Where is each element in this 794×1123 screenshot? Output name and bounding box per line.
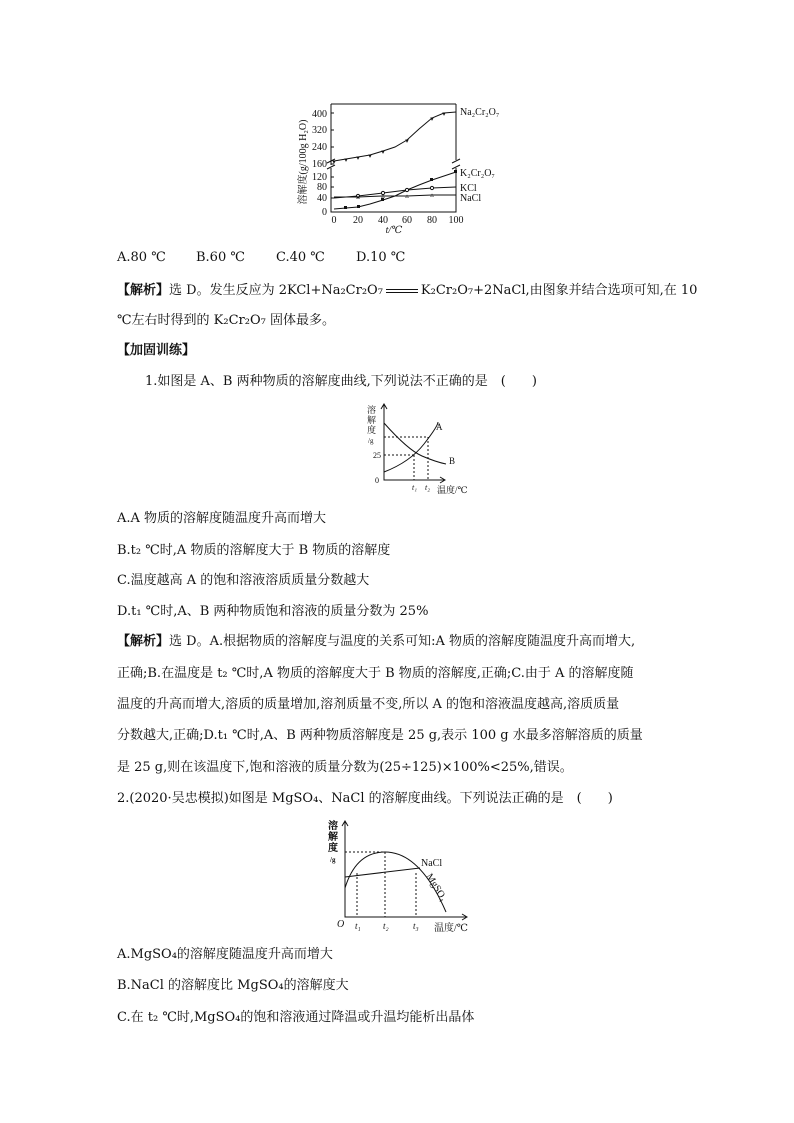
chart1-xlabel: t/℃ [385, 225, 403, 236]
chart2-dashed-guides [384, 437, 428, 480]
svg-text:▾: ▾ [405, 137, 409, 145]
option-d: D.10 ℃ [356, 250, 406, 265]
legend-na2cr2o7: Na₂Cr₂O₇ [460, 107, 500, 118]
svg-text:▾: ▾ [442, 110, 446, 118]
section-heading: 【加固训练】 [117, 343, 196, 358]
reaction-arrow [386, 289, 418, 293]
series-b-label: B [449, 456, 456, 466]
y-tick-0: 0 [322, 207, 327, 218]
analysis1-line5: 是 25 g,则在该温度下,饱和溶液的质量分数为(25÷125)×100%<25%,错误。 [117, 760, 573, 775]
svg-text:溶: 溶 [328, 821, 338, 832]
svg-text:解: 解 [367, 415, 377, 425]
y-tick-320: 320 [312, 125, 327, 136]
option-a: A.80 ℃ [117, 250, 166, 265]
x-tick-0: 0 [331, 215, 337, 226]
analysis0-line1: 【解析】选 D。发生反应为 2KCl+Na₂Cr₂O₇ K₂Cr₂O₇+2NaCl,由图象并结合选项可知,在 10 [117, 283, 698, 298]
chart3-ylabel [328, 819, 339, 864]
svg-text:度: 度 [328, 843, 338, 854]
y-tick-40: 40 [317, 193, 327, 204]
x-tick-20: 20 [353, 215, 363, 226]
q2-stem: 2.(2020·吴忠模拟)如图是 MgSO₄、NaCl 的溶解度曲线。下列说法正确的是 ( ) [117, 791, 613, 806]
svg-text:▵: ▵ [430, 191, 434, 199]
legend-k2cr2o7: K₂Cr₂O₇ [460, 168, 495, 179]
chart3-xtick-t3: t₃ [413, 921, 419, 931]
series-k2cr2o7-markers [344, 170, 457, 209]
analysis0-line2: ℃左右时得到的 K₂Cr₂O₇ 固体最多。 [117, 313, 335, 328]
svg-text:/g: /g [368, 437, 374, 445]
q2-option-b: B.NaCl 的溶解度比 MgSO₄的溶解度大 [117, 978, 349, 993]
analysis-tag: 【解析】 [117, 283, 170, 298]
q1-option-a: A.A 物质的溶解度随温度升高而增大 [117, 511, 327, 526]
svg-text:▾: ▾ [368, 152, 372, 160]
chart2-ytick-25: 25 [373, 451, 381, 460]
analysis1-line1: 【解析】选 D。A.根据物质的溶解度与温度的关系可知:A 物质的溶解度随温度升高而增大, [117, 634, 636, 649]
chart1-ylabel: 溶解度(g/100g H₂O) [298, 119, 309, 205]
q1-option-b: B.t₂ ℃时,A 物质的溶解度大于 B 物质的溶解度 [117, 543, 391, 558]
chart1-lower-frame [331, 168, 456, 212]
legend-kcl: KCl [460, 183, 477, 194]
option-b: B.60 ℃ [196, 250, 245, 265]
legend-nacl: NaCl [460, 193, 482, 204]
svg-text:溶: 溶 [367, 405, 377, 415]
svg-text:度: 度 [367, 425, 377, 435]
analysis1-line2: 正确;B.在温度是 t₂ ℃时,A 物质的溶解度大于 B 物质的溶解度,正确;C.由于 A 的溶解度随 [117, 666, 634, 681]
analysis1-line3: 温度的升高而增大,溶质的质量增加,溶剂质量不变,所以 A 的饱和溶液温度越高,溶质质量 [117, 697, 620, 712]
chart3-origin: O [337, 919, 345, 930]
svg-text:解: 解 [328, 832, 338, 843]
y-tick-80: 80 [317, 182, 327, 193]
series-nacl-label: NaCl [421, 858, 443, 869]
chart2-origin: 0 [375, 476, 379, 485]
svg-text:▵: ▵ [405, 192, 409, 200]
svg-text:▾: ▾ [344, 156, 348, 164]
series-k2cr2o7-line [334, 172, 456, 209]
chart3-xlabel: 温度/℃ [434, 923, 468, 934]
q2-option-a: A.MgSO₄的溶解度随温度升高而增大 [117, 947, 333, 962]
y-tick-160: 160 [312, 159, 327, 170]
series-a-label: A [436, 422, 443, 432]
svg-text:/g: /g [330, 856, 336, 864]
chart2-xtick-t1: t₁ [412, 483, 418, 492]
q2-option-c: C.在 t₂ ℃时,MgSO₄的饱和溶液通过降温或升温均能析出晶体 [117, 1010, 475, 1025]
x-tick-100: 100 [448, 215, 464, 226]
y-tick-120: 120 [312, 172, 327, 183]
y-tick-400: 400 [312, 109, 327, 120]
chart3-xtick-t1: t₁ [355, 921, 361, 931]
chart2-xlabel: 温度/℃ [437, 485, 468, 495]
q1-option-c: C.温度越高 A 的饱和溶液溶质质量分数越大 [117, 573, 370, 588]
chart2-xtick-t2: t₂ [425, 483, 431, 492]
chart3-dashed-guides [345, 852, 416, 917]
q1-option-d: D.t₁ ℃时,A、B 两种物质饱和溶液的质量分数为 25% [117, 604, 429, 619]
svg-text:▵: ▵ [381, 192, 385, 200]
svg-text:▾: ▾ [430, 115, 434, 123]
svg-text:▾: ▾ [381, 148, 385, 156]
y-tick-240: 240 [312, 142, 327, 153]
series-nacl-curve [345, 868, 420, 877]
q1-stem: 1.如图是 A、B 两种物质的溶解度曲线,下列说法不正确的是 ( ) [145, 374, 537, 389]
analysis1-line4: 分数越大,正确;D.t₁ ℃时,A、B 两种物质溶解度是 25 g,表示 100 g 水最多溶解溶质的质量 [117, 728, 643, 743]
option-c: C.40 ℃ [276, 250, 325, 265]
svg-text:▾: ▾ [332, 158, 336, 166]
svg-text:▵: ▵ [356, 193, 360, 201]
series-mgso4-label: MgSO₄ [423, 871, 449, 904]
x-tick-60: 60 [402, 215, 412, 226]
x-tick-40: 40 [378, 215, 388, 226]
x-tick-80: 80 [427, 215, 437, 226]
series-a-curve [384, 422, 438, 472]
chart3-xtick-t2: t₂ [383, 921, 389, 931]
svg-text:▾: ▾ [356, 154, 360, 162]
chart2-ylabel [367, 404, 376, 445]
